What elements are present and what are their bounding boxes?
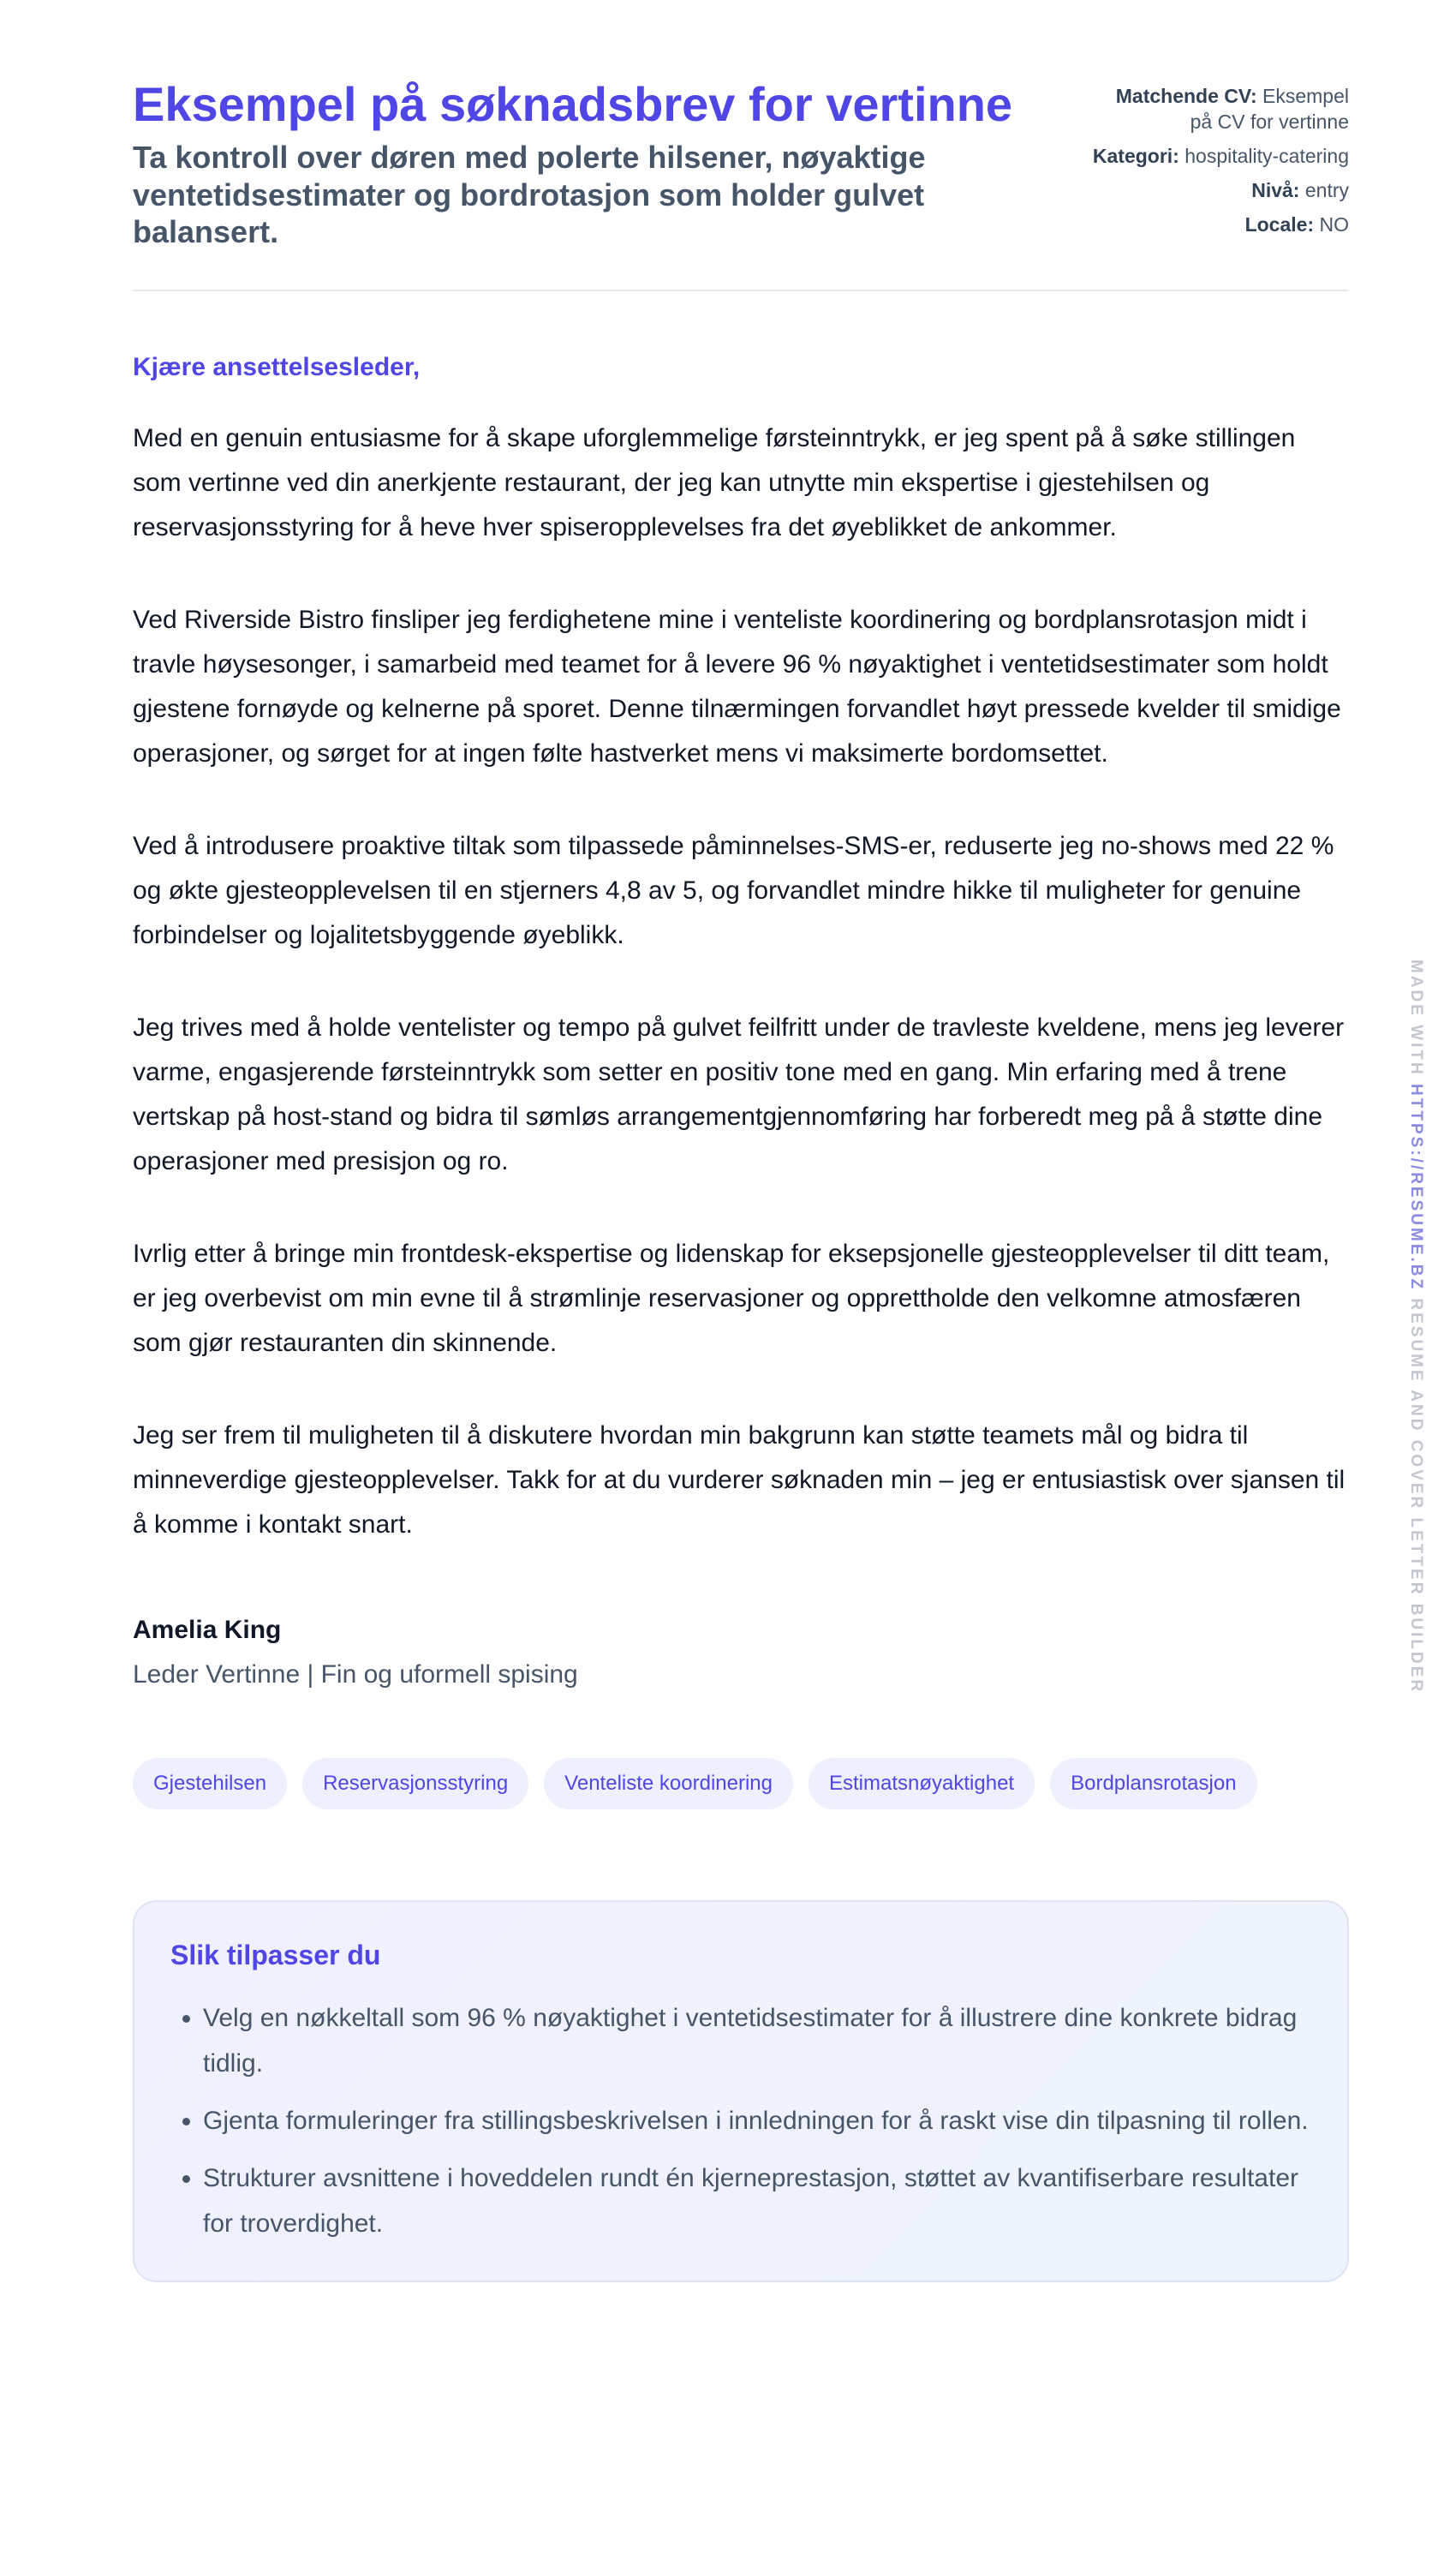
watermark-link[interactable]: HTTPS://RESUME.BZ (1407, 1084, 1425, 1292)
skill-tags (133, 1758, 1349, 1809)
meta-category (1092, 144, 1349, 170)
letter-paragraph: Jeg trives med å holde ventelister og tempo på gulvet feilfritt under de travleste kveldene, mens jeg leverer varme, engasjerende førsteinntrykk som setter en positiv tone med en gang. Min erfaring med å trene vertskap på host-stand og bidra til sømløs arrangementgjennomføring har forberedt meg på å støtte dine operasjoner med presisjon og ro. (133, 1013, 1345, 1175)
tip-item: • Gjenta formuleringer fra stillingsbeskrivelsen i innledningen for å raskt vise din tilpasning til rollen. (203, 2098, 1311, 2143)
meta-cv (1092, 84, 1349, 135)
meta-level (1092, 178, 1349, 204)
meta-cv-value[interactable]: Eksempel på CV for vertinne (1190, 85, 1349, 133)
meta-cv-label: Matchende CV: (1115, 85, 1257, 107)
skill-tag: Reservasjonsstyring (302, 1758, 528, 1809)
watermark (1406, 960, 1425, 1694)
skill-tag: Venteliste koordinering (544, 1758, 793, 1809)
tip-item: • Strukturer avsnittene i hoveddelen rundt én kjerneprestasjon, støttet av kvantifiserbare resultater for troverdighet. (203, 2155, 1311, 2246)
meta-locale (1092, 212, 1349, 238)
skill-tag: Gjestehilsen (133, 1758, 287, 1809)
signature-title: Leder Vertinne | Fin og uformell spising (133, 1659, 578, 1689)
meta-panel (1092, 77, 1349, 246)
tips-title: Slik tilpasser du (170, 1939, 381, 1970)
tips-list (170, 1995, 1311, 2246)
page-subtitle: Ta kontroll over døren med polerte hilsener, nøyaktige ventetidsestimater og bordrotasjon som holder gulvet balansert. (133, 140, 926, 249)
header-left (133, 77, 1058, 250)
tips-box (133, 1900, 1349, 2282)
letter-body (133, 416, 1349, 1547)
meta-category-value: hospitality-catering (1184, 144, 1349, 167)
meta-category-label: Kategori: (1092, 144, 1179, 167)
meta-level-label: Nivå: (1251, 178, 1300, 201)
header (133, 77, 1349, 291)
meta-locale-value: NO (1319, 212, 1349, 236)
watermark-suffix: RESUME AND COVER LETTER BUILDER (1407, 1298, 1425, 1695)
letter-paragraph: Jeg ser frem til muligheten til å diskutere hvordan min bakgrunn kan støtte teamets mål og bidra til minneverdige gjesteopplevelser. Takk for at du vurderer søknaden min – jeg er entusiastisk over sjansen til å komme i kontakt snart. (133, 1420, 1346, 1539)
meta-locale-label: Locale: (1244, 212, 1315, 236)
meta-level-value: entry (1304, 178, 1349, 201)
letter-paragraph: Ivrlig etter å bringe min frontdesk-ekspertise og lidenskap for eksepsjonelle gjesteopplevelser til ditt team, er jeg overbevist om min evne til å strømlinje reservasjoner og opprettholde den velkomne atmosfæren som gjør restauranten din skinnende. (133, 1239, 1330, 1357)
salutation: Kjære ansettelsesleder, (133, 352, 421, 381)
page-title: Eksempel på søknadsbrev for vertinne (133, 77, 1013, 131)
watermark-prefix: MADE WITH (1407, 960, 1425, 1077)
signature-name: Amelia King (133, 1615, 282, 1644)
letter-paragraph: Ved å introdusere proaktive tiltak som tilpassede påminnelses-SMS-er, reduserte jeg no-shows med 22 % og økte gjesteopplevelsen til en stjerners 4,8 av 5, og forvandlet mindre hikke til muligheter for genuine forbindelser og lojalitetsbyggende øyeblikk. (133, 831, 1334, 949)
skill-tag: Estimatsnøyaktighet (809, 1758, 1035, 1809)
letter-paragraph: Ved Riverside Bistro finsliper jeg ferdighetene mine i venteliste koordinering og bordplansrotasjon midt i travle høysesonger, i samarbeid med teamet for å levere 96 % nøyaktighet i ventetidsestimater som holdt gjestene fornøyde og kelnerne på sporet. Denne tilnærmingen forvandlet høyt pressede kvelder til smidige operasjoner, og sørget for at ingen følte hastverket mens vi maksimerte bordomsettet. (133, 605, 1341, 768)
skill-tag: Bordplansrotasjon (1050, 1758, 1256, 1809)
letter-paragraph: Med en genuin entusiasme for å skape uforglemmelige førsteinntrykk, er jeg spent på å søke stillingen som vertinne ved din anerkjente restaurant, der jeg kan utnytte min ekspertise i gjestehilsen og reservasjonsstyring for å heve hver spiseropplevelses fra det øyeblikket de ankommer. (133, 423, 1296, 541)
cover-letter-page (133, 77, 1349, 2282)
tip-item: • Velg en nøkkeltall som 96 % nøyaktighet i ventetidsestimater for å illustrere dine konkrete bidrag tidlig. (203, 1995, 1311, 2086)
signature (133, 1616, 1349, 1689)
